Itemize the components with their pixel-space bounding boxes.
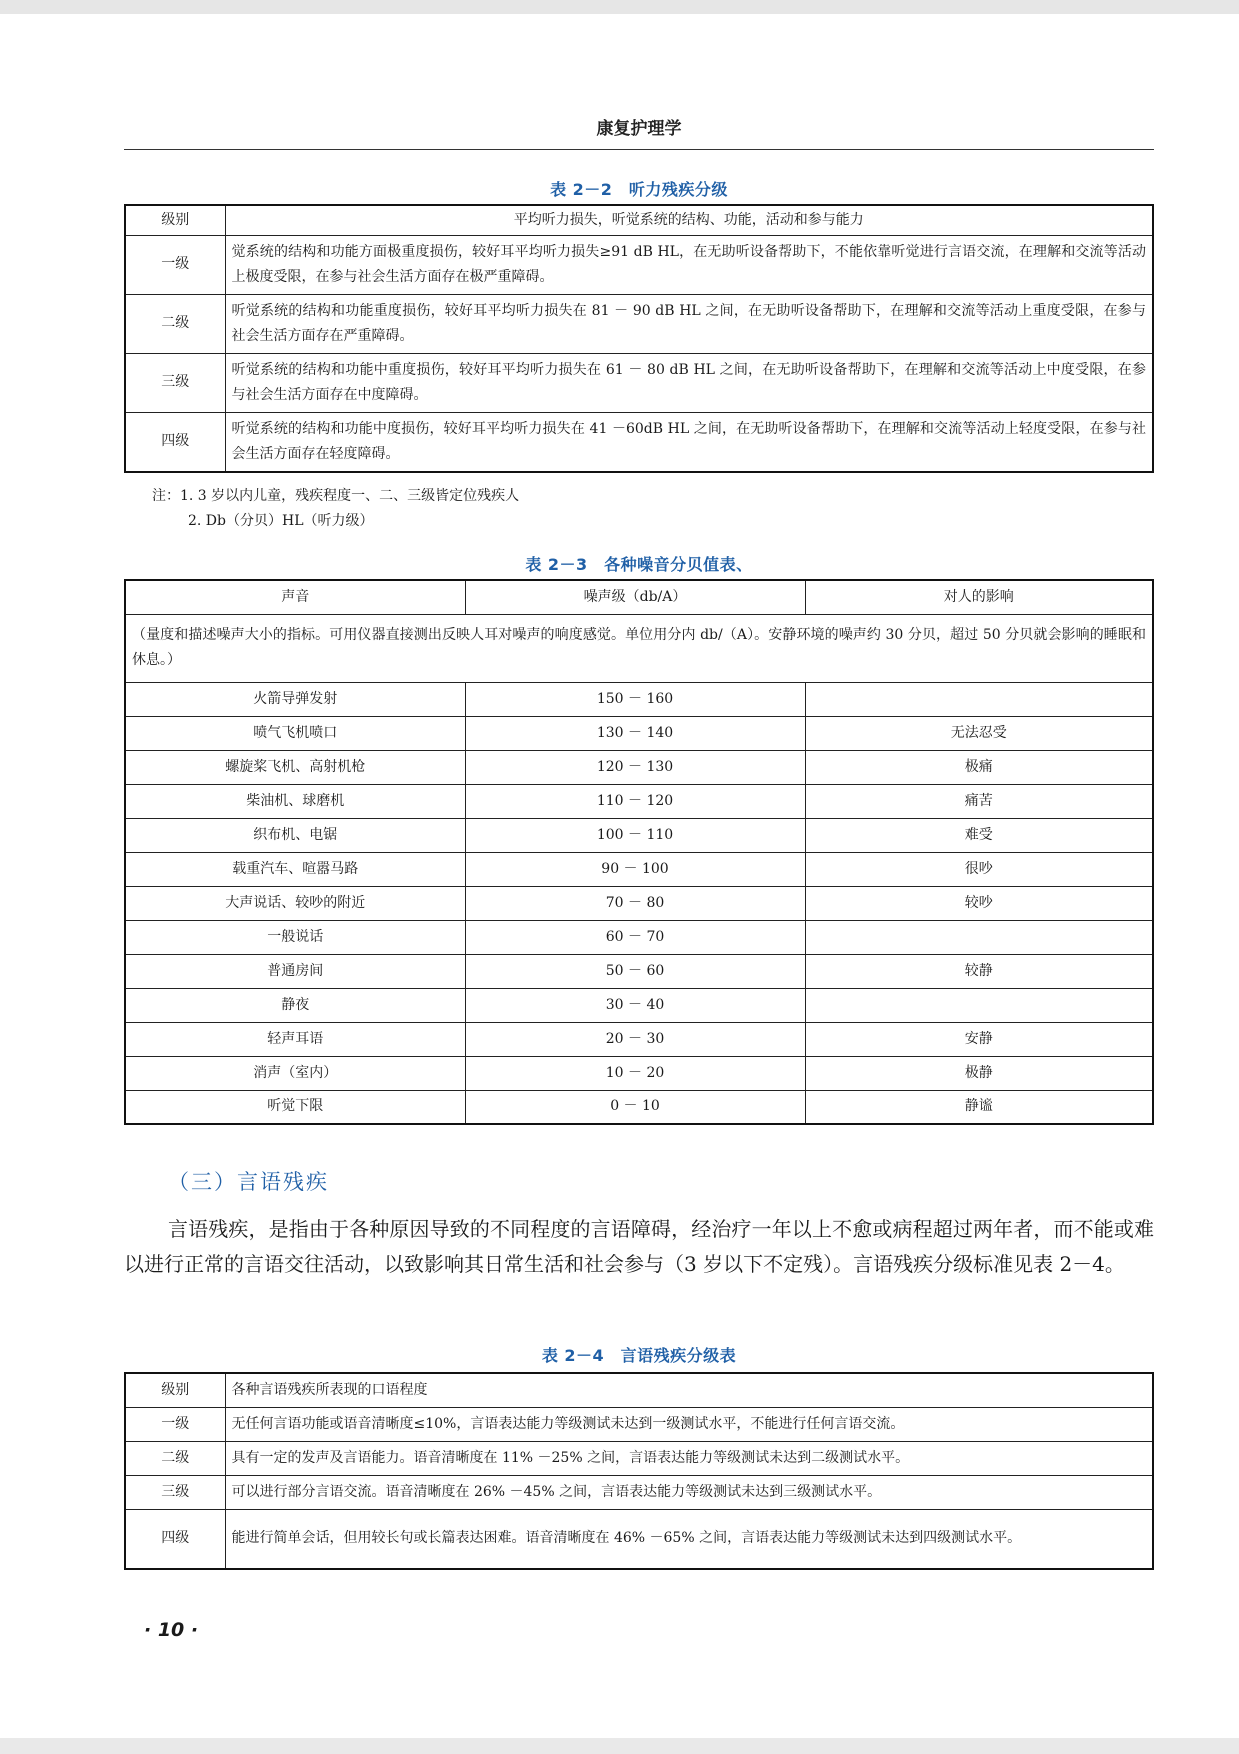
level-cell: 150 － 160	[465, 682, 805, 716]
level-cell: 70 － 80	[465, 886, 805, 920]
table-row	[125, 1090, 1153, 1124]
effect-cell: 无法忍受	[805, 716, 1153, 750]
noise-decibel-table	[124, 579, 1154, 1125]
sound-cell: 载重汽车、喧嚣马路	[125, 852, 465, 886]
level-cell: 130 － 140	[465, 716, 805, 750]
level-cell: 90 － 100	[465, 852, 805, 886]
table-row	[125, 1056, 1153, 1090]
effect-cell: 较静	[805, 954, 1153, 988]
level-cell: 30 － 40	[465, 988, 805, 1022]
desc-cell: 可以进行部分言语交流。语音清晰度在 26% －45% 之间，言语表达能力等级测试未达到三级测试水平。	[225, 1475, 1153, 1509]
table-row	[125, 353, 1153, 412]
table-2-3-caption: 表 2－3 各种噪音分贝值表、	[525, 555, 753, 574]
table-row	[125, 988, 1153, 1022]
desc-cell: 觉系统的结构和功能方面极重度损伤，较好耳平均听力损失≥91 dB HL，在无助听设备帮助下，不能依靠听觉进行言语交流，在理解和交流等活动上极度受限，在参与社会生活方面存在极严重障碍。	[225, 235, 1153, 294]
table-row	[125, 716, 1153, 750]
table-row	[125, 852, 1153, 886]
table-row	[125, 1441, 1153, 1475]
header-noise-level: 噪声级（db/A）	[465, 580, 805, 614]
sound-cell: 喷气飞机喷口	[125, 716, 465, 750]
header-desc: 各种言语残疾所表现的口语程度	[225, 1373, 1153, 1407]
desc-cell: 听觉系统的结构和功能中重度损伤，较好耳平均听力损失在 61 － 80 dB HL 之间，在无助听设备帮助下，在理解和交流等活动上中度受限，在参与社会生活方面存在中度障碍。	[225, 353, 1153, 412]
effect-cell: 安静	[805, 1022, 1153, 1056]
intro-cell: （量度和描述噪声大小的指标。可用仪器直接测出反映人耳对噪声的响度感觉。单位用分内 db/（A）。安静环境的噪声约 30 分贝，超过 50 分贝就会影响的睡眠和休息。）	[125, 614, 1153, 682]
sound-cell: 柴油机、球磨机	[125, 784, 465, 818]
sound-cell: 火箭导弹发射	[125, 682, 465, 716]
note-line-2: 2. Db（分贝）HL（听力级）	[188, 513, 374, 529]
sound-cell: 消声（室内）	[125, 1056, 465, 1090]
body-paragraph: 言语残疾，是指由于各种原因导致的不同程度的言语障碍，经治疗一年以上不愈或病程超过两年者，而不能或难以进行正常的言语交往活动，以致影响其日常生活和社会参与（3 岁以下不定残）。言语残疾分级标准见表 2－4。	[124, 1217, 1154, 1276]
level-cell: 20 － 30	[465, 1022, 805, 1056]
effect-cell: 很吵	[805, 852, 1153, 886]
table-row	[125, 1407, 1153, 1441]
table-row	[125, 235, 1153, 294]
speech-disability-table	[124, 1372, 1154, 1570]
level-cell: 100 － 110	[465, 818, 805, 852]
table-row	[125, 1509, 1153, 1569]
table-row	[125, 920, 1153, 954]
table-header-row	[125, 1373, 1153, 1407]
table-header-row	[125, 580, 1153, 614]
table-row	[125, 1475, 1153, 1509]
header-rule	[124, 149, 1154, 150]
level-cell: 二级	[125, 294, 225, 353]
table-row	[125, 954, 1153, 988]
desc-cell: 具有一定的发声及言语能力。语音清晰度在 11% －25% 之间，言语表达能力等级测试未达到二级测试水平。	[225, 1441, 1153, 1475]
scan-top-edge	[0, 0, 1239, 14]
level-cell: 60 － 70	[465, 920, 805, 954]
level-cell: 0 － 10	[465, 1090, 805, 1124]
scan-bottom-edge	[0, 1738, 1239, 1754]
table-row	[125, 886, 1153, 920]
running-header: 康复护理学	[596, 119, 682, 139]
table-row	[125, 784, 1153, 818]
sound-cell: 轻声耳语	[125, 1022, 465, 1056]
level-cell: 二级	[125, 1441, 225, 1475]
effect-cell: 静谧	[805, 1090, 1153, 1124]
level-cell: 50 － 60	[465, 954, 805, 988]
effect-cell	[805, 920, 1153, 954]
effect-cell: 难受	[805, 818, 1153, 852]
sound-cell: 织布机、电锯	[125, 818, 465, 852]
effect-cell: 痛苦	[805, 784, 1153, 818]
header-level: 级别	[125, 1373, 225, 1407]
table-intro-row	[125, 614, 1153, 682]
desc-cell: 能进行简单会话，但用较长句或长篇表达困难。语音清晰度在 46% －65% 之间，言语表达能力等级测试未达到四级测试水平。	[225, 1509, 1153, 1569]
header-desc: 平均听力损失，听觉系统的结构、功能，活动和参与能力	[225, 205, 1153, 235]
desc-cell: 听觉系统的结构和功能中度损伤，较好耳平均听力损失在 41 －60dB HL 之间，在无助听设备帮助下，在理解和交流等活动上轻度受限，在参与社会生活方面存在轻度障碍。	[225, 412, 1153, 472]
level-cell: 三级	[125, 353, 225, 412]
level-cell: 120 － 130	[465, 750, 805, 784]
level-cell: 四级	[125, 412, 225, 472]
hearing-disability-table	[124, 204, 1154, 473]
header-effect: 对人的影响	[805, 580, 1153, 614]
effect-cell: 极痛	[805, 750, 1153, 784]
header-level: 级别	[125, 205, 225, 235]
level-cell: 一级	[125, 235, 225, 294]
level-cell: 四级	[125, 1509, 225, 1569]
level-cell: 110 － 120	[465, 784, 805, 818]
section-heading: （三）言语残疾	[168, 1170, 329, 1194]
table-row	[125, 294, 1153, 353]
note-line-1: 注：1. 3 岁以内儿童，残疾程度一、二、三级皆定位残疾人	[152, 488, 520, 504]
effect-cell: 较吵	[805, 886, 1153, 920]
sound-cell: 一般说话	[125, 920, 465, 954]
sound-cell: 大声说话、较吵的附近	[125, 886, 465, 920]
level-cell: 三级	[125, 1475, 225, 1509]
table-row	[125, 818, 1153, 852]
desc-cell: 听觉系统的结构和功能重度损伤，较好耳平均听力损失在 81 － 90 dB HL 之间，在无助听设备帮助下，在理解和交流等活动上重度受限，在参与社会生活方面存在严重障碍。	[225, 294, 1153, 353]
page-number: · 10 ·	[144, 1619, 199, 1641]
table-row	[125, 750, 1153, 784]
effect-cell: 极静	[805, 1056, 1153, 1090]
sound-cell: 静夜	[125, 988, 465, 1022]
table-header-row	[125, 205, 1153, 235]
sound-cell: 螺旋桨飞机、高射机枪	[125, 750, 465, 784]
header-sound: 声音	[125, 580, 465, 614]
table-2-2-caption: 表 2－2 听力残疾分级	[550, 180, 728, 199]
effect-cell	[805, 988, 1153, 1022]
sound-cell: 听觉下限	[125, 1090, 465, 1124]
table-row	[125, 682, 1153, 716]
level-cell: 一级	[125, 1407, 225, 1441]
level-cell: 10 － 20	[465, 1056, 805, 1090]
desc-cell: 无任何言语功能或语音清晰度≤10%，言语表达能力等级测试未达到一级测试水平，不能进行任何言语交流。	[225, 1407, 1153, 1441]
table-row	[125, 412, 1153, 472]
sound-cell: 普通房间	[125, 954, 465, 988]
table-notes	[152, 484, 519, 534]
table-2-4-caption: 表 2－4 言语残疾分级表	[541, 1346, 737, 1365]
table-row	[125, 1022, 1153, 1056]
effect-cell	[805, 682, 1153, 716]
